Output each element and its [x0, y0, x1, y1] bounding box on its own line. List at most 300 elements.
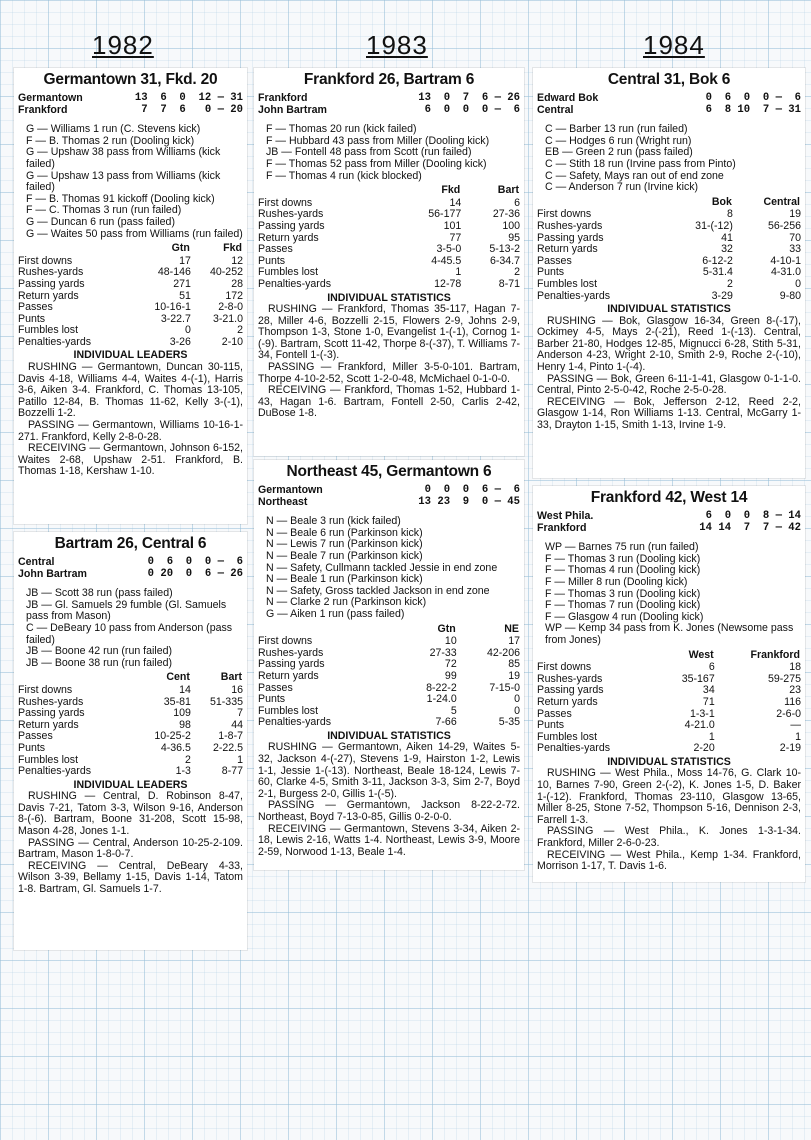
stat-row: [258, 671, 520, 683]
stats-paragraph: PASSING — West Phila., K. Jones 1-3-1-34. Frankford, Miller 2-6-0-23.: [537, 825, 801, 850]
stat-value: 1-24.0: [426, 693, 457, 706]
stat-label: Passes: [258, 681, 293, 694]
quarter-scores: 13 6 0 12 — 31: [134, 92, 243, 104]
stat-label: Fumbles lost: [258, 704, 319, 717]
stat-row: [537, 720, 801, 732]
scoring-play: F — Thomas 4 run (kick blocked): [266, 170, 422, 182]
stat-value: 7: [237, 707, 243, 720]
scoring-play: F — B. Thomas 91 kickoff (Dooling kick): [26, 193, 215, 205]
clipping-central-bok: [533, 68, 805, 478]
stat-column-header: Bart: [220, 671, 242, 684]
stat-row: [537, 256, 801, 268]
stat-value: 4-36.5: [160, 741, 191, 754]
year-heading-1984: 1984: [643, 30, 705, 60]
stat-value: 116: [784, 695, 801, 708]
scoring-play: F — Miller 8 run (Dooling kick): [545, 576, 688, 588]
stat-label: Return yards: [18, 718, 79, 731]
stat-value: 3-5-0: [436, 243, 462, 256]
stat-value: 2: [184, 753, 191, 766]
stat-value: 1-3: [175, 765, 191, 778]
team-name: Edward Bok: [537, 92, 599, 104]
stat-value: 3-26: [169, 335, 191, 348]
stat-label: Return yards: [258, 231, 319, 244]
scoring-play: F — Hubbard 43 pass from Miller (Dooling kick): [266, 135, 490, 147]
team-stats-table: [258, 623, 520, 729]
stats-paragraph: PASSING — Germantown, Jackson 8-22-2-72. Northeast, Boyd 7-13-0-85, Gillis 0-2-0-0.: [258, 799, 520, 824]
game-headline: Central 31, Bok 6: [607, 71, 731, 88]
stat-row: [258, 279, 520, 291]
stat-value: 27-36: [492, 208, 520, 221]
game-headline: Frankford 42, West 14: [590, 489, 748, 506]
stat-value: 8: [726, 208, 733, 221]
section-heading: INDIVIDUAL STATISTICS: [327, 729, 451, 742]
scoring-play: N — Beale 6 run (Parkinson kick): [266, 527, 423, 539]
stat-row: [537, 709, 801, 721]
stat-label: Fumbles lost: [18, 324, 79, 337]
linescore-row: [18, 105, 243, 117]
team-stats-table: [537, 196, 801, 302]
stat-value: 6: [708, 661, 715, 674]
stat-value: 1: [455, 266, 462, 279]
scoring-play: C — Barber 13 run (run failed): [545, 124, 688, 136]
stat-value: 98: [179, 718, 191, 731]
stat-label: First downs: [18, 683, 73, 696]
team-name: Frankford: [18, 103, 68, 116]
linescore-row: [18, 569, 243, 581]
stat-column-header: Bok: [711, 195, 732, 208]
scoring-play: WP — Kemp 34 pass from K. Jones (Newsome pass from Jones): [545, 623, 794, 646]
stat-label: Rushes-yards: [537, 219, 603, 232]
scoring-play: G — Upshaw 13 pass from Williams (kick failed): [26, 170, 221, 194]
stat-label: First downs: [258, 196, 313, 209]
stat-column-header: NE: [504, 622, 519, 635]
game-headline: Bartram 26, Central 6: [54, 535, 207, 552]
stat-value: 2-20: [693, 742, 715, 755]
scoring-play: JB — Boone 42 run (run failed): [26, 646, 173, 658]
stat-value: 77: [449, 231, 462, 244]
stat-value: 70: [789, 231, 801, 244]
stat-label: Rushes-yards: [18, 695, 84, 708]
linescore-row: [18, 93, 243, 105]
stat-value: 42-206: [487, 646, 520, 659]
stat-value: 101: [443, 219, 462, 232]
stat-value: 3-21.0: [212, 312, 243, 325]
stat-value: 0: [514, 704, 520, 717]
section-heading: INDIVIDUAL LEADERS: [73, 778, 188, 791]
stat-label: Rushes-yards: [537, 672, 603, 685]
team-name: West Phila.: [537, 510, 594, 522]
stat-row: [537, 279, 801, 291]
clipping-frankford-bartram: [254, 68, 524, 456]
stats-paragraph: RUSHING — Bok, Glasgow 16-34, Green 8-(-17), Ockimey 4-5, Mays 2-(-21), Reed 1-(-13). Central, Barber 21-80, Hodges 12-85, Mignucci 6-28, Stith 5-31, Anderson 4-23, Wright 2-10, Smith 2-9, Roche 2-(-10), Henry 1-4, Pinto 1-(-4).: [537, 314, 801, 374]
linescore-row: [537, 93, 801, 105]
stat-row: [18, 743, 243, 755]
stat-value: 5-31.4: [702, 266, 733, 279]
stat-value: 31-(-12): [695, 219, 733, 232]
stat-value: 16: [231, 683, 243, 696]
scoring-play: G — Duncan 6 run (pass failed): [26, 216, 175, 228]
stat-column-header: Frankford: [750, 648, 800, 661]
stat-value: 10: [444, 635, 457, 648]
scoring-play: N — Safety, Cullmann tackled Jessie in end zone: [266, 562, 498, 574]
quarter-scores: 0 20 0 6 — 26: [141, 567, 243, 580]
stat-value: 19: [789, 208, 801, 221]
stat-column-header: Fkd: [223, 242, 242, 255]
stat-label: Return yards: [537, 243, 598, 256]
stat-value: 27-33: [429, 646, 457, 659]
stat-value: 7-66: [435, 716, 457, 729]
stat-label: Passes: [18, 301, 53, 314]
stats-paragraph: RECEIVING — Germantown, Stevens 3-34, Aiken 2-18, Lewis 2-16, Watts 1-4. Northeast, Lewis 3-9, Moore 2-59, Norwood 1-13, Beale 1-4.: [258, 822, 520, 858]
game-headline: Frankford 26, Bartram 6: [303, 71, 475, 88]
stat-value: 18: [789, 661, 801, 674]
scoring-play: WP — Barnes 75 run (run failed): [545, 542, 699, 554]
stats-paragraph: PASSING — Frankford, Miller 3-5-0-101. Bartram, Thorpe 4-10-2-52, Scott 1-2-0-48, McMichael 0-1-0-0.: [258, 361, 520, 385]
scoring-play: G — Waites 50 pass from Williams (run failed): [26, 228, 243, 240]
stat-label: Fumbles lost: [537, 730, 598, 743]
linescore-row: [258, 497, 520, 509]
linescore-row: [18, 557, 243, 569]
stats-paragraph: RUSHING — Frankford, Thomas 35-117, Hagan 7-28, Miller 4-6, Bozzelli 2-15, Flowers 2-9, Johns 2-9, Thompson 1-3, Stone 1-0, Evangelist 1-(-1), Cornog 1-(-9). Bartram, Scott 11-42, Thorpe 8-(-37), T. Williams 7-34, Fontell 1-(-3).: [258, 303, 520, 362]
quarter-scores: 0 6 0 0 — 6: [699, 92, 801, 104]
team-name: Central: [18, 556, 55, 568]
stat-value: 1: [708, 730, 715, 743]
team-name: Germantown: [258, 484, 323, 496]
stat-value: 12: [231, 254, 243, 267]
game-headline: Northeast 45, Germantown 6: [286, 463, 492, 480]
year-heading-1983: 1983: [366, 30, 428, 60]
stat-value: 2-6-0: [776, 707, 801, 720]
stat-column-header: Gtn: [437, 622, 456, 635]
scoring-play: EB — Green 2 run (pass failed): [545, 147, 693, 159]
stat-label: Punts: [537, 719, 565, 732]
stat-value: 1-3-1: [689, 707, 715, 720]
stat-value: 8-77: [221, 765, 243, 778]
scoring-play: N — Beale 3 run (kick failed): [266, 516, 401, 528]
stat-value: 35-81: [163, 695, 191, 708]
stat-value: 44: [231, 718, 243, 731]
stat-column-header: Central: [763, 195, 800, 208]
stat-value: 2-19: [779, 742, 801, 755]
stats-paragraph: RUSHING — Central, D. Robinson 8-47, Davis 7-21, Tatom 3-3, Wilson 9-16, Anderson 8-(-6). Bartram, Boone 31-208, Scott 15-98, Mason 4-28, Jones 1-1.: [18, 790, 243, 838]
scoring-play: F — Thomas 3 run (Dooling kick): [545, 588, 701, 600]
stat-value: 0: [514, 693, 520, 706]
stat-value: 100: [502, 219, 520, 232]
stat-label: Penalties-yards: [18, 765, 92, 778]
scoring-play: JB — Boone 38 run (run failed): [26, 657, 173, 669]
stat-label: Passing yards: [18, 277, 85, 290]
scoring-play: C — Anderson 7 run (Irvine kick): [545, 182, 699, 194]
stat-column-header: Fkd: [441, 184, 461, 197]
stat-row: [18, 337, 243, 349]
quarter-scores: 13 0 7 6 — 26: [418, 92, 520, 104]
stat-value: 33: [789, 243, 801, 256]
stat-value: 1: [237, 753, 243, 766]
stat-label: Fumbles lost: [258, 266, 319, 279]
stat-label: Rushes-yards: [258, 646, 324, 659]
team-name: Germantown: [18, 92, 83, 104]
stat-value: 7-15-0: [489, 681, 520, 694]
stat-row: [258, 636, 520, 648]
stat-value: 40-252: [210, 266, 243, 279]
stat-label: Passing yards: [537, 684, 604, 697]
stat-value: 6: [514, 196, 520, 209]
stat-value: —: [790, 719, 801, 732]
stat-value: 95: [508, 231, 520, 244]
scoring-play: C — DeBeary 10 pass from Anderson (pass failed): [26, 622, 233, 646]
stats-paragraph: RECEIVING — Bok, Jefferson 2-12, Reed 2-2, Glasgow 1-14, Ron Williams 1-13. Central, McGarry 1-33, Drayton 1-15, Smith 1-13, Irvine 1-9.: [537, 395, 801, 432]
scoring-play: F — B. Thomas 2 run (Dooling kick): [26, 135, 195, 147]
team-name: Frankford: [258, 92, 308, 104]
stat-value: 51-335: [210, 695, 243, 708]
stat-value: 3-22.7: [160, 312, 191, 325]
quarter-scores: 0 6 0 0 — 6: [141, 556, 243, 568]
scoring-play: JB — Gl. Samuels 29 fumble (Gl. Samuels pass from Mason): [26, 599, 227, 623]
stat-label: Passes: [18, 730, 53, 743]
stat-column-header: Bart: [497, 184, 519, 197]
stat-value: 71: [702, 695, 715, 708]
stat-value: 0: [795, 277, 801, 290]
scoring-play: F — Glasgow 4 run (Dooling kick): [545, 611, 704, 623]
stat-label: First downs: [18, 254, 73, 267]
linescore-row: [537, 511, 801, 523]
clipping-bartram-central: [14, 532, 247, 950]
scoring-play: N — Beale 1 run (Parkinson kick): [266, 574, 423, 586]
stat-row: [18, 731, 243, 743]
scoring-play: N — Beale 7 run (Parkinson kick): [266, 550, 423, 562]
stat-value: 48-146: [157, 266, 191, 279]
stat-label: Penalties-yards: [537, 289, 611, 302]
scoring-play: F — Thomas 52 pass from Miller (Dooling kick): [266, 158, 487, 170]
stat-column-header: Cent: [166, 671, 190, 684]
stats-paragraph: PASSING — Central, Anderson 10-25-2-109. Bartram, Mason 1-8-0-7.: [18, 836, 243, 861]
stats-paragraph: RECEIVING — Frankford, Thomas 1-52, Hubbard 1-43, Hagan 1-6. Bartram, Fontell 2-50, Carlis 2-42, DuBose 1-8.: [258, 384, 520, 420]
game-headline: Germantown 31, Fkd. 20: [43, 71, 218, 88]
scoring-play: G — Upshaw 38 pass from Williams (kick failed): [26, 147, 221, 170]
stats-paragraph: RECEIVING — West Phila., Kemp 1-34. Frankford, Morrison 1-17, T. Davis 1-6.: [537, 848, 801, 873]
stat-label: First downs: [258, 635, 313, 648]
stat-row: [258, 233, 520, 245]
stat-value: 1: [795, 730, 801, 743]
stat-value: 10-25-2: [154, 730, 191, 743]
stat-label: First downs: [537, 661, 592, 674]
scoring-play: N — Lewis 7 run (Parkinson kick): [266, 539, 423, 551]
stat-label: Punts: [537, 266, 565, 279]
stat-value: 4-31.0: [770, 266, 801, 279]
stat-value: 8-22-2: [426, 681, 457, 694]
stat-label: Passing yards: [537, 231, 604, 244]
stat-row: [18, 685, 243, 697]
scoring-play: F — Thomas 20 run (kick failed): [266, 124, 417, 136]
stat-row: [537, 697, 801, 709]
stat-row: [258, 221, 520, 233]
section-heading: INDIVIDUAL LEADERS: [73, 349, 188, 362]
team-stats-table: [18, 671, 243, 777]
scoring-play: G — Williams 1 run (C. Stevens kick): [26, 124, 201, 136]
quarter-scores: 6 8 10 7 — 31: [699, 103, 801, 116]
section-heading: INDIVIDUAL STATISTICS: [607, 755, 731, 768]
stat-value: 4-45.5: [431, 254, 462, 267]
stat-value: 10-16-1: [154, 301, 191, 314]
stat-row: [537, 662, 801, 674]
team-stats-table: [18, 242, 243, 348]
year-heading-1982: 1982: [92, 30, 154, 60]
scoring-play: C — Safety, Mays ran out of end zone: [545, 170, 724, 182]
quarter-scores: 14 14 7 7 — 42: [699, 521, 801, 534]
stat-value: 4-21.0: [684, 719, 715, 732]
stat-row: [258, 683, 520, 695]
stat-value: 5-13-2: [489, 243, 520, 256]
stat-value: 5: [450, 704, 457, 717]
stat-row: [258, 694, 520, 706]
stats-paragraph: RECEIVING — Central, DeBeary 4-33, Wilson 3-39, Bellamy 1-15, Davis 1-14, Tatom 1-8. Bartram, Gl. Samuels 1-7.: [18, 859, 243, 896]
stat-row: [18, 302, 243, 314]
team-stats-table: [258, 184, 520, 290]
stat-value: 56-256: [768, 219, 801, 232]
stat-row: [537, 244, 801, 256]
team-name: Northeast: [258, 495, 308, 508]
stat-value: 2-8-0: [218, 301, 243, 314]
scoring-play: F — Thomas 4 run (Dooling kick): [545, 565, 701, 577]
stat-value: 109: [173, 707, 191, 720]
stat-value: 34: [702, 684, 715, 697]
stat-label: Punts: [18, 312, 46, 325]
stat-label: Fumbles lost: [18, 753, 79, 766]
stats-paragraph: RECEIVING — Germantown, Johnson 6-152, Waites 2-68, Upshaw 2-51. Frankford, B. Thomas 1-18, Kershaw 1-10.: [18, 442, 243, 478]
stats-paragraph: RUSHING — West Phila., Moss 14-76, G. Clark 10-10, Barnes 7-90, Green 2-(-2), K. Jones 1-5, D. Baker 1-(-12). Frankford, Thomas 23-110, Glasgow 13-65, Miller 8-25, Stone 7-52, Thompson 5-16, Dennison 2-3, Farrell 1-3.: [537, 767, 801, 826]
scoring-play: JB — Scott 38 run (pass failed): [26, 588, 173, 600]
stat-label: Punts: [258, 254, 286, 267]
linescore-row: [258, 105, 520, 117]
stat-label: First downs: [537, 208, 592, 221]
stat-value: 2: [726, 277, 733, 290]
stat-value: 3-29: [711, 289, 733, 302]
stats-paragraph: PASSING — Bok, Green 6-11-1-41, Glasgow 0-1-1-0. Central, Pinto 2-5-0-42, Roche 2-5-0-28.: [537, 372, 801, 397]
stat-value: 8-71: [498, 277, 520, 290]
stat-value: 85: [508, 658, 520, 671]
stat-label: Passes: [537, 707, 572, 720]
team-stats-table: [537, 649, 801, 755]
stat-label: Passes: [258, 243, 293, 256]
scoring-play: N — Clarke 2 run (Parkinson kick): [266, 597, 427, 609]
stat-label: Return yards: [258, 669, 319, 682]
stat-value: 14: [449, 196, 462, 209]
scoring-play: F — Thomas 3 run (Dooling kick): [545, 553, 701, 565]
spacer: [18, 116, 243, 124]
spacer: [537, 116, 801, 124]
stat-value: 28: [231, 277, 243, 290]
stat-value: 2: [237, 324, 243, 337]
stat-value: 35-167: [681, 672, 715, 685]
scoring-play: F — C. Thomas 3 run (run failed): [26, 205, 182, 217]
clipping-northeast-germantown: [254, 460, 524, 870]
stats-paragraph: PASSING — Germantown, Williams 10-16-1-271. Frankford, Kelly 2-8-0-28.: [18, 419, 243, 443]
stat-row: [537, 743, 801, 755]
linescore-row: [537, 523, 801, 535]
stat-column-header: Gtn: [171, 242, 190, 255]
scoring-play: C — Hodges 6 run (Wright run): [545, 135, 692, 147]
stat-column-header: West: [688, 648, 714, 661]
stats-paragraph: RUSHING — Germantown, Aiken 14-29, Waites 5-32, Jackson 4-(-27), Stevens 1-9, Hairston 1-2, Lewis 1-1, Jessie 1-(-13). Northeast, Beale 18-124, Lewis 7-60, Clarke 4-5, Smith 3-11, Jackson 3-3, Sim 2-7, Boyd 2-1, Burgess 2-0, Gillis 1-(-5).: [258, 741, 520, 800]
stat-value: 23: [789, 684, 801, 697]
stat-value: 72: [444, 658, 457, 671]
stat-label: Punts: [18, 741, 46, 754]
stat-value: 5-35: [498, 716, 520, 729]
quarter-scores: 13 23 9 0 — 45: [418, 495, 520, 508]
stat-value: 41: [721, 231, 733, 244]
team-name: Frankford: [537, 521, 587, 534]
stat-value: 1-8-7: [218, 730, 243, 743]
stat-row: [537, 291, 801, 303]
team-name: Central: [537, 103, 574, 116]
stat-row: [18, 279, 243, 291]
stat-label: Fumbles lost: [537, 277, 598, 290]
stat-value: 17: [508, 635, 520, 648]
stat-value: 99: [444, 669, 457, 682]
quarter-scores: 0 0 0 6 — 6: [418, 484, 520, 496]
quarter-scores: 6 0 0 0 — 6: [418, 103, 520, 116]
stat-value: 2-10: [221, 335, 243, 348]
stat-row: [537, 221, 801, 233]
stat-label: Passing yards: [18, 707, 85, 720]
stat-label: Passes: [537, 254, 572, 267]
quarter-scores: 6 0 0 8 — 14: [699, 510, 801, 522]
stat-value: 2: [514, 266, 520, 279]
spacer: [258, 508, 520, 516]
stat-value: 4-10-1: [770, 254, 801, 267]
spacer: [18, 580, 243, 588]
stat-label: Punts: [258, 693, 286, 706]
team-name: John Bartram: [18, 567, 87, 580]
stat-value: 14: [179, 683, 191, 696]
linescore-row: [258, 485, 520, 497]
stat-value: 6-34.7: [489, 254, 520, 267]
stat-value: 19: [508, 669, 520, 682]
clipping-germantown-frankford: [14, 68, 247, 524]
scoring-play: JB — Fontell 48 pass from Scott (run failed): [266, 147, 472, 159]
stat-label: Rushes-yards: [18, 266, 84, 279]
linescore-row: [537, 105, 801, 117]
stat-label: Return yards: [18, 289, 79, 302]
stats-paragraph: RUSHING — Germantown, Duncan 30-115, Davis 4-18, Williams 4-4, Waites 4-(-1), Harris 3-6, Aiken 3-4. Frankford, C. Thomas 13-105, Patillo 12-84, B. Thomas 11-62, Kelly 3-(-1), Bozzelli 1-2.: [18, 361, 243, 420]
stat-row: [18, 708, 243, 720]
scoring-play: G — Aiken 1 run (pass failed): [266, 608, 405, 620]
stat-row: [18, 766, 243, 778]
stat-value: 56-177: [428, 208, 462, 221]
quarter-scores: 7 7 6 0 — 20: [134, 103, 243, 116]
stat-value: 2-22.5: [212, 741, 243, 754]
team-name: John Bartram: [258, 103, 327, 116]
stat-value: 172: [225, 289, 243, 302]
stat-value: 32: [721, 243, 733, 256]
scoring-play: F — Thomas 7 run (Dooling kick): [545, 600, 701, 612]
stat-value: 17: [179, 254, 191, 267]
section-heading: INDIVIDUAL STATISTICS: [327, 291, 451, 304]
stat-label: Passing yards: [258, 658, 325, 671]
stat-value: 59-275: [768, 672, 801, 685]
stat-row: [258, 244, 520, 256]
stat-value: 51: [179, 289, 191, 302]
stat-row: [258, 717, 520, 729]
section-heading: INDIVIDUAL STATISTICS: [607, 303, 731, 316]
spacer: [258, 116, 520, 124]
clipping-frankford-west: [533, 486, 805, 882]
stat-label: Penalties-yards: [18, 335, 92, 348]
spacer: [537, 534, 801, 542]
scoring-play: N — Safety, Gross tackled Jackson in end zone: [266, 585, 490, 597]
stat-value: 12-78: [434, 277, 462, 290]
linescore-row: [258, 93, 520, 105]
